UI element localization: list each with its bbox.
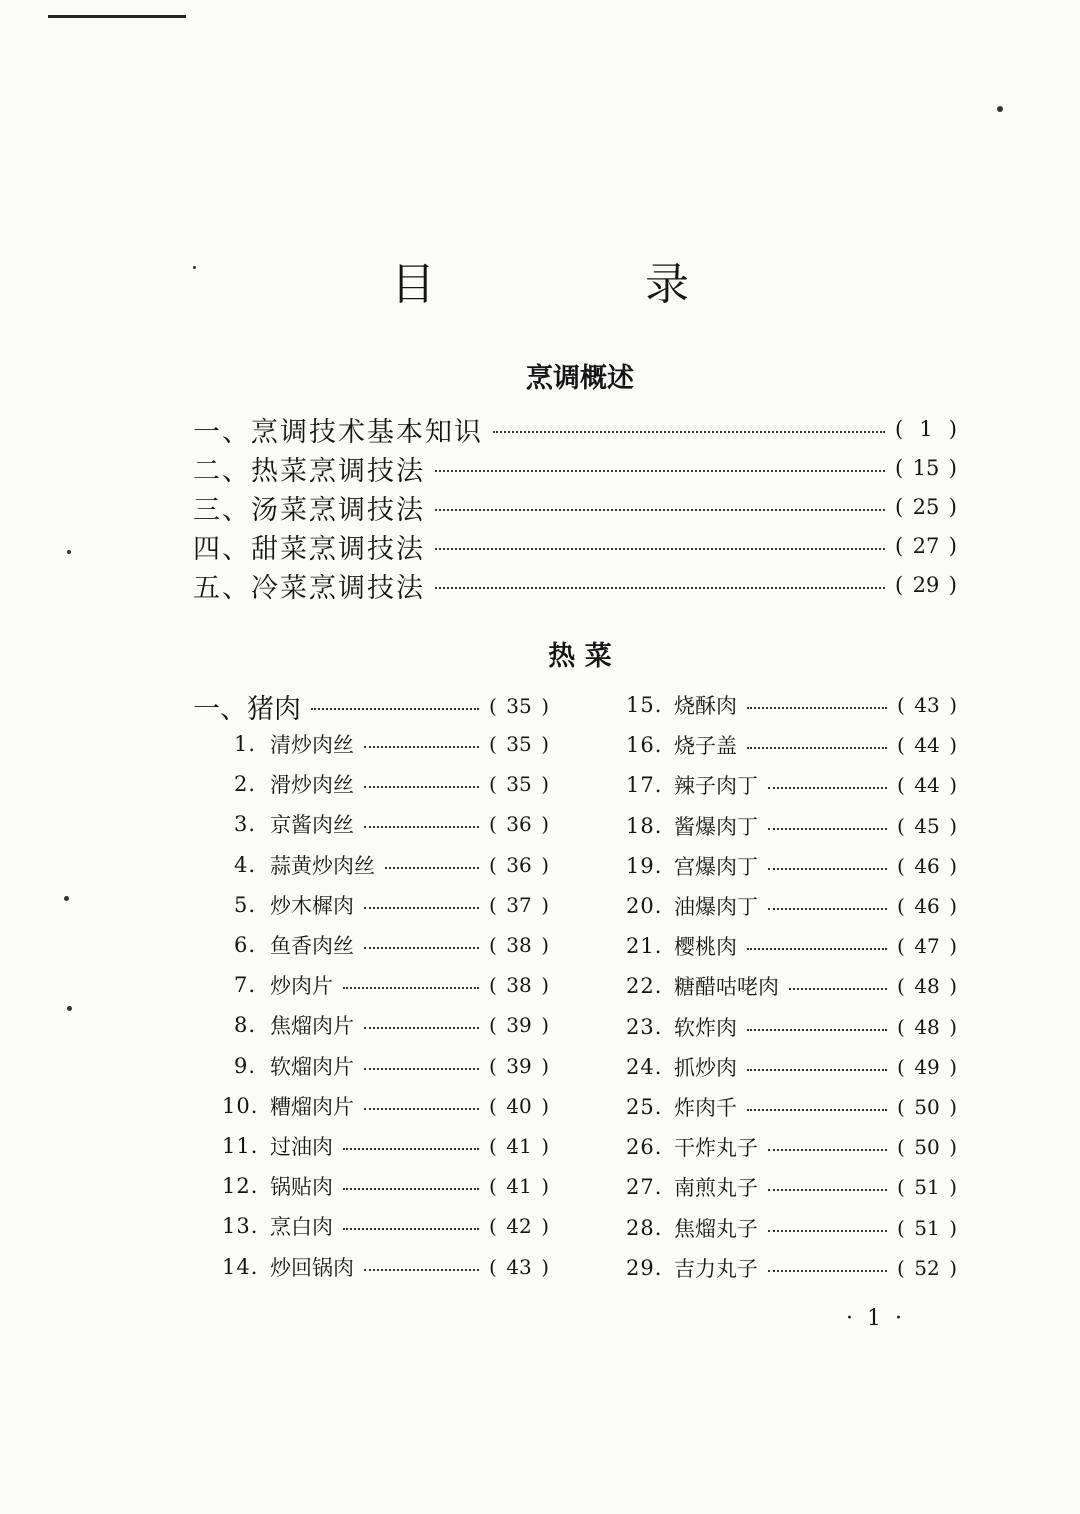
toc-entry[interactable] (626, 1052, 957, 1082)
toc-entry[interactable] (626, 851, 957, 881)
toc-entry[interactable] (222, 1211, 549, 1241)
toc-entry[interactable] (222, 970, 549, 1000)
entry-label: 五、冷菜烹调技法 (193, 572, 425, 604)
page-ref: ( 44 ) (897, 733, 957, 758)
toc-entry[interactable] (222, 1010, 549, 1040)
entry-number: 9. (233, 1053, 256, 1078)
entry-name: 糟熘肉片 (270, 1094, 354, 1119)
entry-name: 干炸丸子 (674, 1136, 758, 1161)
leader-dots (435, 470, 885, 472)
page-ref: ( 51 ) (897, 1175, 957, 1200)
entry-number: 8. (233, 1013, 256, 1038)
leader-dots (343, 1148, 479, 1150)
leader-dots (768, 828, 887, 830)
entry-name: 京酱肉丝 (270, 813, 354, 838)
entry-number: 18. (626, 813, 663, 838)
overview-row[interactable] (193, 531, 957, 565)
leader-dots (311, 708, 479, 710)
page-ref: ( 36 ) (489, 812, 549, 837)
entry-name: 抓炒肉 (674, 1055, 737, 1080)
entry-number: 15. (626, 693, 663, 717)
entry-name: 酱爆肉丁 (674, 814, 758, 839)
page-ref: ( 35 ) (489, 694, 549, 718)
entry-number: 24. (626, 1054, 663, 1079)
section-heading-hot-dishes: 热 菜 (548, 641, 612, 672)
toc-entry[interactable] (626, 690, 957, 720)
section-heading-overview: 烹调概述 (526, 363, 634, 394)
leader-dots (364, 826, 479, 828)
leader-dots (747, 1109, 887, 1111)
page-ref: ( 43 ) (897, 693, 957, 717)
overview-row[interactable] (193, 492, 957, 526)
page-ref: ( 29 ) (895, 573, 957, 597)
page-ref: ( 42 ) (489, 1214, 549, 1239)
toc-entry[interactable] (626, 1213, 957, 1243)
leader-dots (364, 907, 479, 909)
toc-entry[interactable] (222, 850, 549, 880)
leader-dots (364, 1027, 479, 1029)
page-ref: ( 48 ) (897, 1014, 957, 1039)
page-number: ·1· (846, 1306, 916, 1331)
leader-dots (768, 868, 887, 870)
leader-dots (747, 1029, 887, 1031)
entry-number: 12. (222, 1174, 259, 1199)
leader-dots (747, 747, 887, 749)
page-ref: ( 48 ) (897, 974, 957, 999)
entry-number: 1. (233, 732, 256, 756)
page-ref: ( 41 ) (489, 1174, 549, 1199)
entry-name: 炸肉千 (674, 1096, 737, 1120)
entry-name: 软熘肉片 (270, 1054, 354, 1079)
leader-dots (364, 1108, 479, 1110)
entry-number: 20. (626, 894, 663, 918)
entry-number: 23. (626, 1014, 663, 1039)
entry-number: 14. (222, 1254, 259, 1279)
entry-name: 清炒肉丝 (270, 733, 354, 757)
toc-entry[interactable] (626, 1092, 957, 1122)
entry-name: 蒜黄炒肉丝 (270, 853, 375, 878)
page-ref: ( 36 ) (489, 852, 549, 877)
entry-number: 27. (626, 1175, 663, 1200)
leader-dots (747, 948, 887, 950)
leader-dots (493, 431, 885, 433)
leader-dots (343, 987, 479, 989)
entry-name: 锅贴肉 (270, 1175, 333, 1200)
entry-number: 19. (626, 853, 663, 878)
category-label: 一、猪肉 (193, 693, 301, 725)
toc-entry[interactable] (626, 1172, 957, 1202)
entry-name: 炒回锅肉 (270, 1255, 354, 1280)
entry-number: 7. (233, 973, 256, 998)
page-ref: ( 41 ) (489, 1134, 549, 1158)
entry-label: 二、热菜烹调技法 (193, 455, 425, 487)
entry-name: 南煎丸子 (674, 1176, 758, 1201)
scan-speck (67, 550, 71, 554)
leader-dots (768, 908, 887, 910)
entry-number: 2. (233, 772, 256, 797)
page-ref: ( 27 ) (895, 534, 957, 558)
toc-entry[interactable] (626, 1132, 957, 1162)
leader-dots (364, 1068, 479, 1070)
page-ref: ( 45 ) (897, 813, 957, 838)
entry-name: 焦熘肉片 (270, 1014, 354, 1039)
entry-number: 6. (233, 933, 256, 957)
page-ref: ( 51 ) (897, 1215, 957, 1240)
entry-number: 3. (233, 812, 256, 837)
entry-number: 16. (626, 733, 663, 758)
entry-name: 焦熘丸子 (674, 1216, 758, 1241)
entry-name: 糖醋咕咾肉 (674, 975, 779, 1000)
page-ref: ( 35 ) (489, 772, 549, 797)
overview-row[interactable] (193, 453, 957, 487)
entry-number: 5. (233, 892, 256, 917)
entry-number: 17. (626, 773, 663, 798)
leader-dots (364, 786, 479, 788)
leader-dots (789, 988, 887, 990)
toc-entry[interactable] (222, 729, 549, 759)
toc-entry[interactable] (222, 890, 549, 920)
toc-entry[interactable] (222, 1131, 549, 1161)
entry-number: 10. (222, 1093, 259, 1118)
leader-dots (343, 1228, 479, 1230)
entry-name: 吉力丸子 (674, 1256, 758, 1281)
leader-dots (747, 1069, 887, 1071)
entry-number: 11. (222, 1134, 259, 1158)
leader-dots (747, 707, 887, 709)
entry-name: 辣子肉丁 (674, 774, 758, 799)
toc-entry[interactable] (626, 931, 957, 961)
page-ref: ( 37 ) (489, 892, 549, 917)
page-ref: ( 38 ) (489, 933, 549, 957)
entry-name: 烹白肉 (270, 1215, 333, 1240)
leader-dots (768, 1149, 887, 1151)
page-ref: ( 39 ) (489, 1013, 549, 1038)
entry-name: 宫爆肉丁 (674, 854, 758, 879)
entry-number: 26. (626, 1135, 663, 1160)
page-ref: ( 43 ) (489, 1254, 549, 1279)
page-ref: ( 40 ) (489, 1093, 549, 1118)
entry-number: 25. (626, 1095, 663, 1119)
entry-number: 4. (233, 852, 256, 877)
leader-dots (385, 867, 479, 869)
leader-dots (768, 1270, 887, 1272)
toc-entry[interactable] (626, 1012, 957, 1042)
entry-name: 炒肉片 (270, 974, 333, 999)
page-ref: ( 46 ) (897, 853, 957, 878)
scan-speck (997, 106, 1003, 112)
toc-entry[interactable] (626, 730, 957, 760)
leader-dots (364, 746, 479, 748)
page-ref: ( 52 ) (897, 1255, 957, 1280)
entry-number: 22. (626, 974, 663, 999)
entry-number: 13. (222, 1214, 259, 1239)
toc-entry[interactable] (626, 811, 957, 841)
entry-label: 一、烹调技术基本知识 (193, 416, 483, 448)
entry-name: 过油肉 (270, 1135, 333, 1159)
toc-entry[interactable] (626, 891, 957, 921)
entry-label: 三、汤菜烹调技法 (193, 494, 425, 526)
toc-entry[interactable] (222, 1252, 549, 1282)
toc-entry[interactable] (626, 770, 957, 800)
entry-name: 软炸肉 (674, 1015, 737, 1040)
leader-dots (364, 1269, 479, 1271)
toc-entry[interactable] (222, 769, 549, 799)
entry-name: 炒木樨肉 (270, 893, 354, 918)
scan-speck (64, 896, 69, 901)
leader-dots (768, 1189, 887, 1191)
page-ref: ( 46 ) (897, 894, 957, 918)
entry-label: 四、甜菜烹调技法 (193, 533, 425, 565)
toc-entry[interactable] (222, 809, 549, 839)
leader-dots (435, 587, 885, 589)
entry-name: 烧子盖 (674, 734, 737, 759)
toc-entry[interactable] (626, 971, 957, 1001)
entry-name: 鱼香肉丝 (270, 934, 354, 958)
entry-number: 28. (626, 1215, 663, 1240)
page-ref: ( 50 ) (897, 1135, 957, 1160)
toc-entry[interactable] (222, 1091, 549, 1121)
entry-name: 樱桃肉 (674, 935, 737, 960)
page-ref: ( 44 ) (897, 773, 957, 798)
page-ref: ( 49 ) (897, 1054, 957, 1079)
entry-name: 烧酥肉 (674, 694, 737, 718)
page-ref: ( 1 ) (895, 417, 957, 441)
page-ref: ( 15 ) (895, 456, 957, 480)
entry-name: 油爆肉丁 (674, 895, 758, 919)
entry-number: 29. (626, 1255, 663, 1280)
leader-dots (364, 947, 479, 949)
page-ref: ( 25 ) (895, 495, 957, 519)
page-ref: ( 50 ) (897, 1095, 957, 1119)
page-title: 目 录 (391, 259, 787, 310)
toc-entry[interactable] (222, 1171, 549, 1201)
overview-row[interactable] (193, 414, 957, 448)
entry-number: 21. (626, 934, 663, 959)
leader-dots (435, 509, 885, 511)
header-rule (48, 15, 186, 18)
leader-dots (768, 1230, 887, 1232)
toc-entry[interactable] (222, 930, 549, 960)
toc-entry[interactable] (626, 1253, 957, 1283)
toc-entry[interactable] (222, 1051, 549, 1081)
page-ref: ( 47 ) (897, 934, 957, 959)
category-row[interactable] (193, 688, 549, 724)
scan-speck (67, 1006, 72, 1011)
page-ref: ( 38 ) (489, 973, 549, 998)
entry-name: 滑炒肉丝 (270, 773, 354, 798)
page-ref: ( 35 ) (489, 732, 549, 756)
leader-dots (435, 548, 885, 550)
overview-row[interactable] (193, 570, 957, 604)
page-ref: ( 39 ) (489, 1053, 549, 1078)
leader-dots (343, 1188, 479, 1190)
leader-dots (768, 787, 887, 789)
